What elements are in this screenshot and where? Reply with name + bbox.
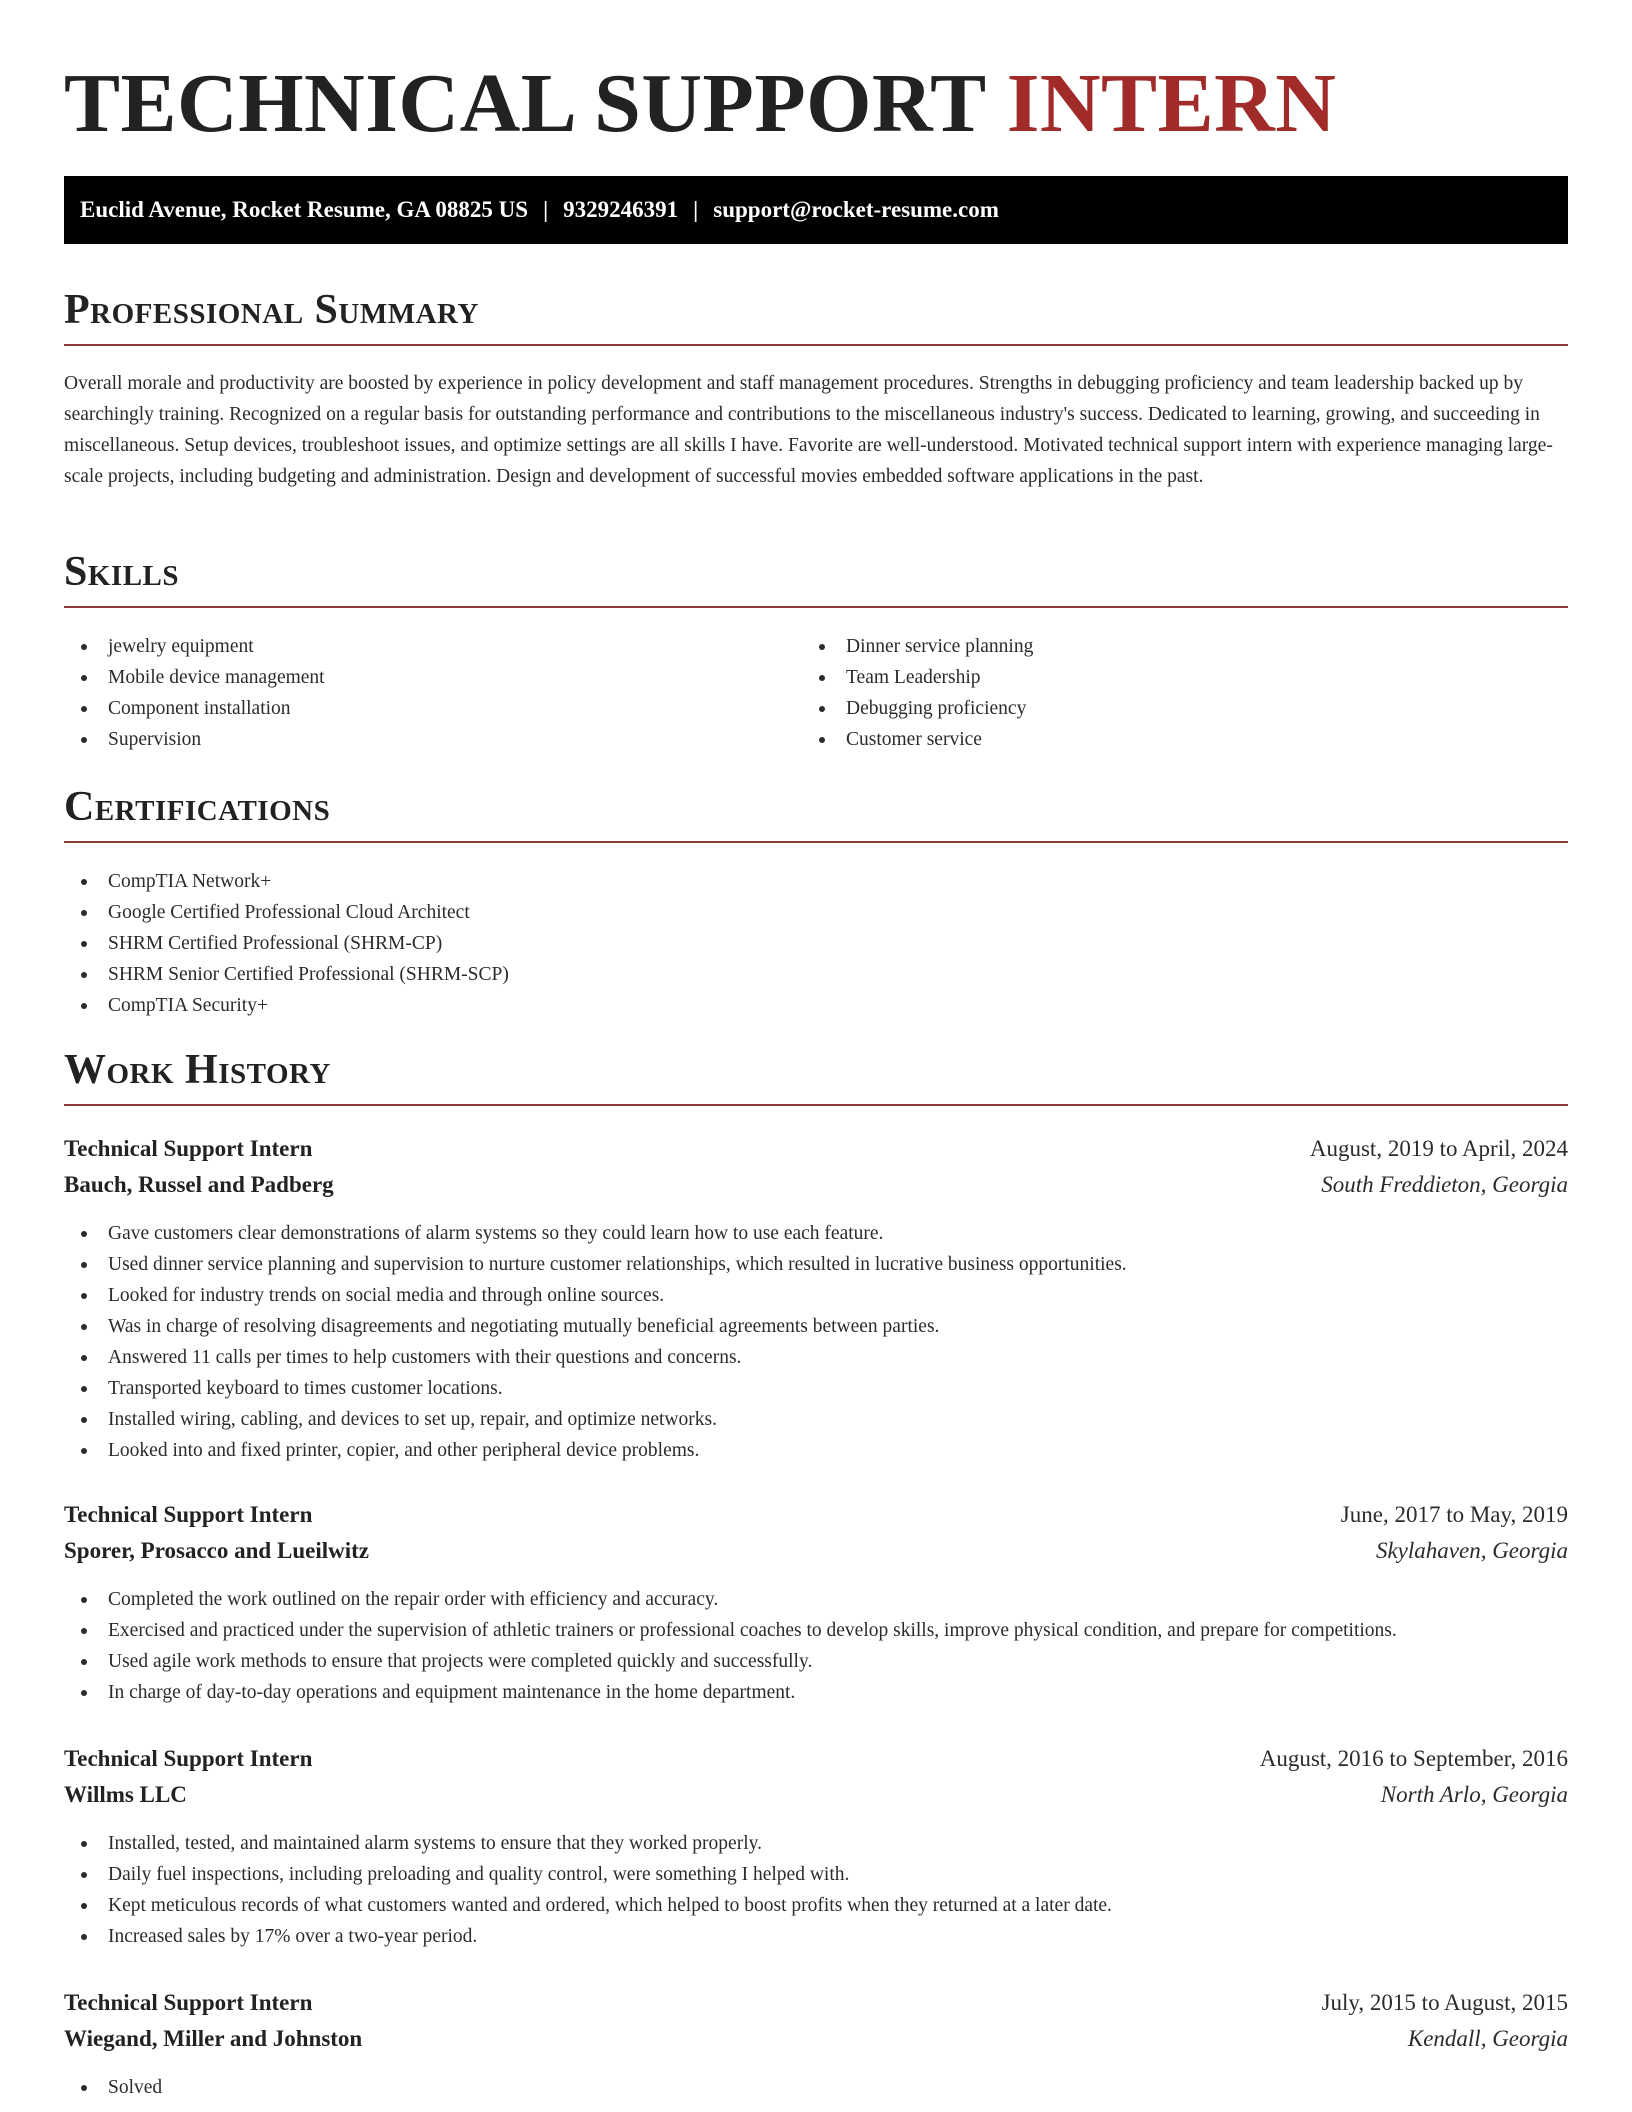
job-bullet: Installed, tested, and maintained alarm systems to ensure that they worked properly. (64, 1828, 1112, 1859)
job-bullet: Looked into and fixed printer, copier, and other peripheral device problems. (64, 1435, 1127, 1466)
certifications-list (64, 866, 509, 1021)
job-title: Technical Support Intern (64, 1502, 313, 1527)
skill-item: jewelry equipment (64, 631, 325, 662)
job-dates: June, 2017 to May, 2019 (1340, 1502, 1568, 1527)
job-company-row (64, 1777, 1568, 1813)
resume-name (64, 56, 1336, 152)
job-location: Skylahaven, Georgia (1375, 1538, 1568, 1563)
certification-item: CompTIA Security+ (64, 990, 509, 1021)
job-company-row (64, 1533, 1568, 1569)
certification-item: SHRM Senior Certified Professional (SHRM-SCP) (64, 959, 509, 990)
certification-item: Google Certified Professional Cloud Architect (64, 897, 509, 928)
name-accent: INTERN (1006, 57, 1337, 150)
name-main: TECHNICAL SUPPORT (64, 57, 986, 150)
job-title-row (64, 1741, 1568, 1777)
job-bullet: Kept meticulous records of what customers wanted and ordered, which helped to boost profits when they returned at a later date. (64, 1890, 1112, 1921)
job-bullet: Used dinner service planning and supervision to nurture customer relationships, which resulted in lucrative business opportunities. (64, 1249, 1127, 1280)
job-bullet: Installed wiring, cabling, and devices to set up, repair, and optimize networks. (64, 1404, 1127, 1435)
job-company: Wiegand, Miller and Johnston (64, 2026, 363, 2051)
skill-item: Team Leadership (802, 662, 1033, 693)
job-location: North Arlo, Georgia (1380, 1782, 1568, 1807)
job-bullet: Daily fuel inspections, including preloading and quality control, were something I helped with. (64, 1859, 1112, 1890)
certification-item: CompTIA Network+ (64, 866, 509, 897)
job-bullet: Gave customers clear demonstrations of alarm systems so they could learn how to use each feature. (64, 1218, 1127, 1249)
contact-separator: | (693, 197, 699, 222)
skill-item: Customer service (802, 724, 1033, 755)
skill-item: Debugging proficiency (802, 693, 1033, 724)
job-bullet: Solved (64, 2072, 162, 2103)
job-title-row (64, 1131, 1568, 1167)
job-title-row (64, 1985, 1568, 2021)
contact-separator: | (543, 197, 549, 222)
certification-item: SHRM Certified Professional (SHRM-CP) (64, 928, 509, 959)
job-company: Bauch, Russel and Padberg (64, 1172, 334, 1197)
job-location: Kendall, Georgia (1407, 2026, 1568, 2051)
skills-list-left (64, 631, 325, 755)
job-bullet: Transported keyboard to times customer locations. (64, 1373, 1127, 1404)
skill-item: Dinner service planning (802, 631, 1033, 662)
job-bullet: Was in charge of resolving disagreements and negotiating mutually beneficial agreements between parties. (64, 1311, 1127, 1342)
job-bullets (64, 1218, 1127, 1466)
job-company-row (64, 2021, 1568, 2057)
job-bullet: Answered 11 calls per times to help customers with their questions and concerns. (64, 1342, 1127, 1373)
summary-text: Overall morale and productivity are boosted by experience in policy development and staff management procedures. Strengths in debugging proficiency and team leadership backed up by searchingly training. Recognized on a regular basis for outstanding performance and contributions to the miscellaneous industry's success. Dedicated to learning, growing, and succeeding in miscellaneous. Setup devices, troubleshoot issues, and optimize settings are all skills I have. Favorite are well-understood. Motivated technical support intern with experience managing large-scale projects, including budgeting and administration. Design and development of successful movies embedded software applications in the past. (64, 373, 1553, 487)
job-bullets (64, 1584, 1397, 1708)
job-company-row (64, 1167, 1568, 1203)
job-bullet: Exercised and practiced under the supervision of athletic trainers or professional coaches to develop skills, improve physical condition, and prepare for competitions. (64, 1615, 1397, 1646)
contact-email: support@rocket-resume.com (713, 197, 999, 222)
job-company: Sporer, Prosacco and Lueilwitz (64, 1538, 369, 1563)
skills-list-right (802, 631, 1033, 755)
job-dates: July, 2015 to August, 2015 (1321, 1990, 1568, 2015)
section-title-work-history: Work History (64, 1046, 1568, 1106)
job-title: Technical Support Intern (64, 1136, 313, 1161)
job-bullet: Looked for industry trends on social media and through online sources. (64, 1280, 1127, 1311)
job-bullet: Increased sales by 17% over a two-year period. (64, 1921, 1112, 1952)
section-title-certifications: Certifications (64, 783, 1568, 843)
job-bullets (64, 1828, 1112, 1952)
job-bullet: Completed the work outlined on the repair order with efficiency and accuracy. (64, 1584, 1397, 1615)
skill-item: Supervision (64, 724, 325, 755)
contact-bar (64, 176, 1568, 244)
job-title: Technical Support Intern (64, 1746, 313, 1771)
job-location: South Freddieton, Georgia (1321, 1172, 1568, 1197)
job-bullets (64, 2072, 162, 2103)
job-bullet: Used agile work methods to ensure that projects were completed quickly and successfully. (64, 1646, 1397, 1677)
job-company: Willms LLC (64, 1782, 187, 1807)
job-dates: August, 2019 to April, 2024 (1309, 1136, 1568, 1161)
job-title: Technical Support Intern (64, 1990, 313, 2015)
job-bullet: In charge of day-to-day operations and equipment maintenance in the home department. (64, 1677, 1397, 1708)
skill-item: Component installation (64, 693, 325, 724)
contact-phone: 9329246391 (563, 197, 679, 222)
section-title-summary: Professional Summary (64, 286, 1568, 346)
job-dates: August, 2016 to September, 2016 (1259, 1746, 1568, 1771)
skill-item: Mobile device management (64, 662, 325, 693)
section-title-skills: Skills (64, 548, 1568, 608)
job-title-row (64, 1497, 1568, 1533)
contact-address: Euclid Avenue, Rocket Resume, GA 08825 US (80, 197, 529, 222)
